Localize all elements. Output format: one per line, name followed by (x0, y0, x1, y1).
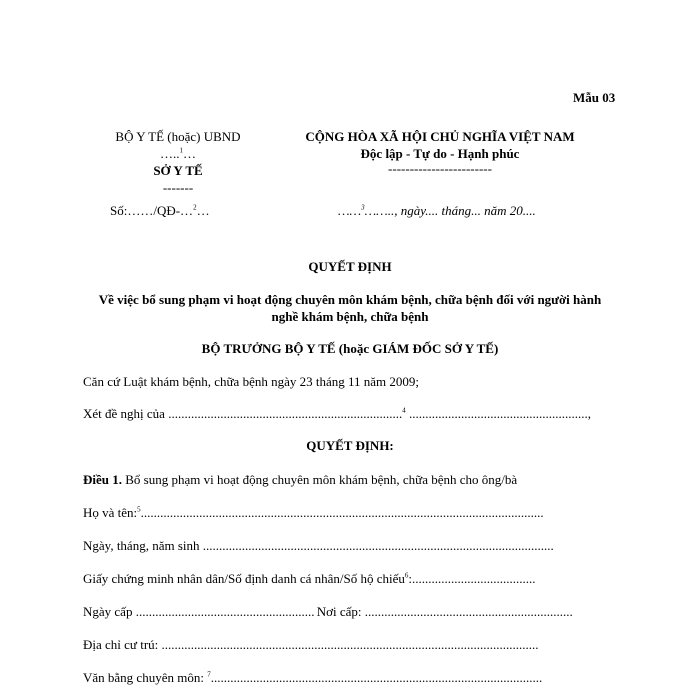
article-1-text: Bổ sung phạm vi hoạt động chuyên môn khám bệnh, chữa bệnh cho ông/bà (122, 472, 518, 487)
place-date-line: ……$^3$…….., ngày.... tháng... năm 20.... (338, 203, 536, 218)
subject-line-2: nghề khám bệnh, chữa bệnh (271, 309, 429, 324)
field-degree-label: Văn bằng chuyên môn: (83, 670, 208, 685)
field-id-document-label: Giấy chứng minh nhân dân/Số định danh cá nhân/Số hộ chiếu (83, 571, 405, 586)
authority-heading: BỘ TRƯỞNG BỘ Y TẾ (hoặc GIÁM ĐỐC SỞ Y TẾ) (201, 341, 499, 356)
agency-line-2: …..$^1$… (160, 146, 196, 161)
decision-number: Số:……/QĐ-…$^2$… (110, 203, 210, 218)
national-motto: Độc lập - Tự do - Hạnh phúc (360, 146, 520, 161)
field-issue-date (83, 604, 573, 620)
document-title: QUYẾT ĐỊNH (308, 259, 392, 274)
field-degree: Văn bằng chuyên môn: $^7$...................................................................................................... (83, 670, 546, 686)
field-full-name: Họ và tên:$^5$............................................................................................................................ (83, 505, 556, 521)
field-id-document: Giấy chứng minh nhân dân/Số định danh cá nhân/Số hộ chiếu$^6$:...................................... (83, 571, 541, 587)
article-1-label: Điều 1. (83, 472, 122, 487)
national-separator: ------------------------ (388, 161, 492, 176)
article-1 (83, 472, 517, 488)
field-address (83, 637, 552, 653)
legal-basis: Căn cứ Luật khám bệnh, chữa bệnh ngày 23 tháng 11 năm 2009; (83, 374, 420, 389)
form-code: Mẫu 03 (573, 90, 616, 105)
field-date-of-birth-dots: ............................................................................................................ (202, 538, 554, 553)
field-issue-place-label: Nơi cấp: (316, 604, 365, 619)
field-degree-dots: ...................................................................................................... (210, 670, 543, 685)
field-address-label: Địa chỉ cư trú: (83, 637, 162, 652)
subject-line-1: Về việc bổ sung phạm vi hoạt động chuyên môn khám bệnh, chữa bệnh đối với người hành (98, 292, 602, 307)
field-date-of-birth-label: Ngày, tháng, năm sinh (83, 538, 203, 553)
field-address-dots: .................................................................................................................... (161, 637, 539, 652)
field-issue-place-dots: ................................................................ (364, 604, 573, 619)
agency-line-1: BỘ Y TẾ (hoặc) UBND (115, 129, 241, 144)
field-issue-date-dots: ....................................................... (135, 604, 315, 619)
field-issue-date-label: Ngày cấp (83, 604, 136, 619)
agency-line-3: SỞ Y TẾ (153, 163, 203, 178)
agency-separator: ------- (162, 180, 194, 195)
field-date-of-birth (83, 538, 554, 554)
field-id-document-dots: :...................................... (408, 571, 536, 586)
field-full-name-label: Họ và tên: (83, 505, 138, 520)
national-title: CỘNG HÒA XÃ HỘI CHỦ NGHĨA VIỆT NAM (305, 129, 575, 144)
decision-heading: QUYẾT ĐỊNH: (306, 438, 394, 453)
proposal-line: Xét đề nghị của ........................................................................$^4$ ......................................................., (83, 406, 591, 421)
field-full-name-dots: ............................................................................................................................ (140, 505, 544, 520)
